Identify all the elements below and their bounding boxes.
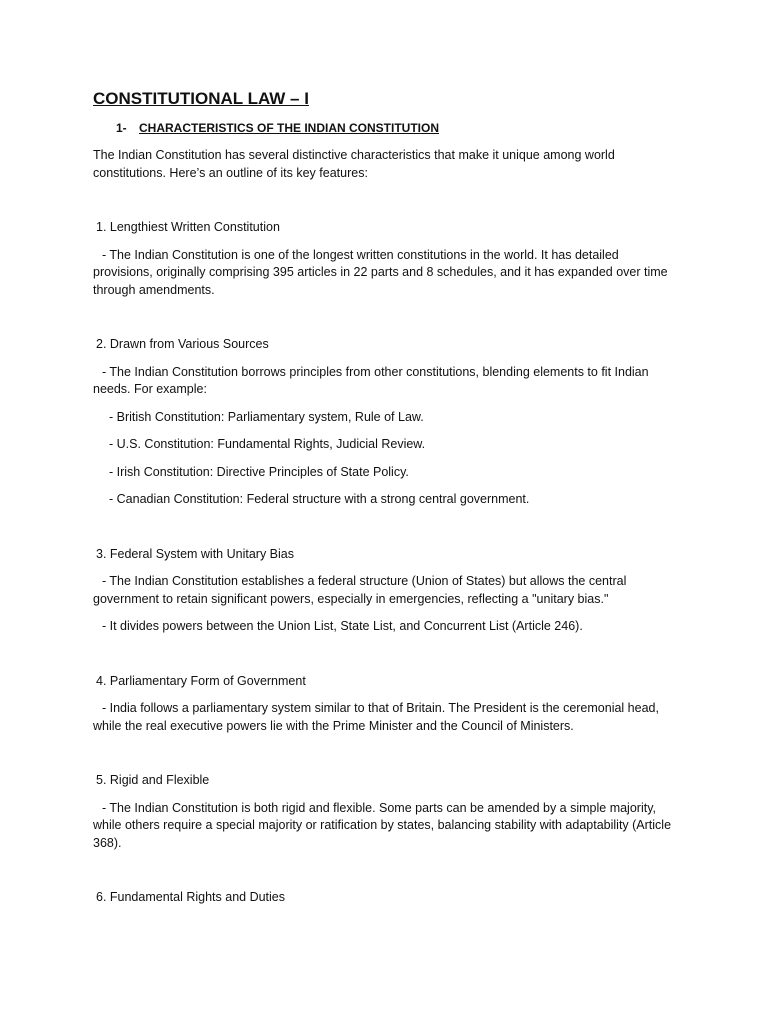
item-paragraph: - The Indian Constitution establishes a federal structure (Union of States) but allows the central government to retain significant powers, especially in emergencies, reflecting a "unitary bias." bbox=[93, 574, 627, 606]
item-paragraph: - It divides powers between the Union List, State List, and Concurrent List (Article 246). bbox=[102, 619, 583, 633]
item-heading: 2. Drawn from Various Sources bbox=[96, 337, 269, 351]
list-item: - Canadian Constitution: Federal structure with a strong central government. bbox=[109, 492, 530, 506]
item-heading: 6. Fundamental Rights and Duties bbox=[96, 890, 285, 904]
list-item: - British Constitution: Parliamentary system, Rule of Law. bbox=[109, 409, 424, 424]
document-title: CONSTITUTIONAL LAW – I bbox=[93, 89, 309, 108]
item-paragraph: - The Indian Constitution borrows principles from other constitutions, blending elements to fit Indian needs. For example: bbox=[93, 364, 649, 396]
item-heading: 3. Federal System with Unitary Bias bbox=[96, 546, 294, 561]
intro-paragraph: The Indian Constitution has several distinctive characteristics that make it unique among world constitutions. Here’s an outline of its key features: bbox=[93, 148, 615, 180]
item-paragraph: - India follows a parliamentary system similar to that of Britain. The President is the ceremonial head, while the real executive powers lie with the Prime Minister and the Council of Ministers. bbox=[93, 701, 659, 733]
list-item: - U.S. Constitution: Fundamental Rights, Judicial Review. bbox=[109, 437, 426, 451]
section-heading bbox=[116, 120, 673, 136]
item-heading: 1. Lengthiest Written Constitution bbox=[96, 220, 280, 234]
item-heading: 5. Rigid and Flexible bbox=[96, 773, 210, 787]
section-number: 1- bbox=[116, 121, 127, 135]
item-paragraph: - The Indian Constitution is one of the longest written constitutions in the world. It has detailed provisions, originally comprising 395 articles in 22 parts and 8 schedules, and it has expanded over time through amendments. bbox=[93, 247, 668, 297]
item-paragraph: - The Indian Constitution is both rigid and flexible. Some parts can be amended by a simple majority, while others require a special majority or ratification by states, balancing stability with adaptability (Article 368). bbox=[93, 800, 672, 850]
document-page bbox=[93, 88, 673, 907]
list-item: - Irish Constitution: Directive Principles of State Policy. bbox=[109, 464, 409, 479]
section-title: CHARACTERISTICS OF THE INDIAN CONSTITUTION bbox=[139, 121, 439, 135]
item-heading: 4. Parliamentary Form of Government bbox=[96, 673, 306, 688]
